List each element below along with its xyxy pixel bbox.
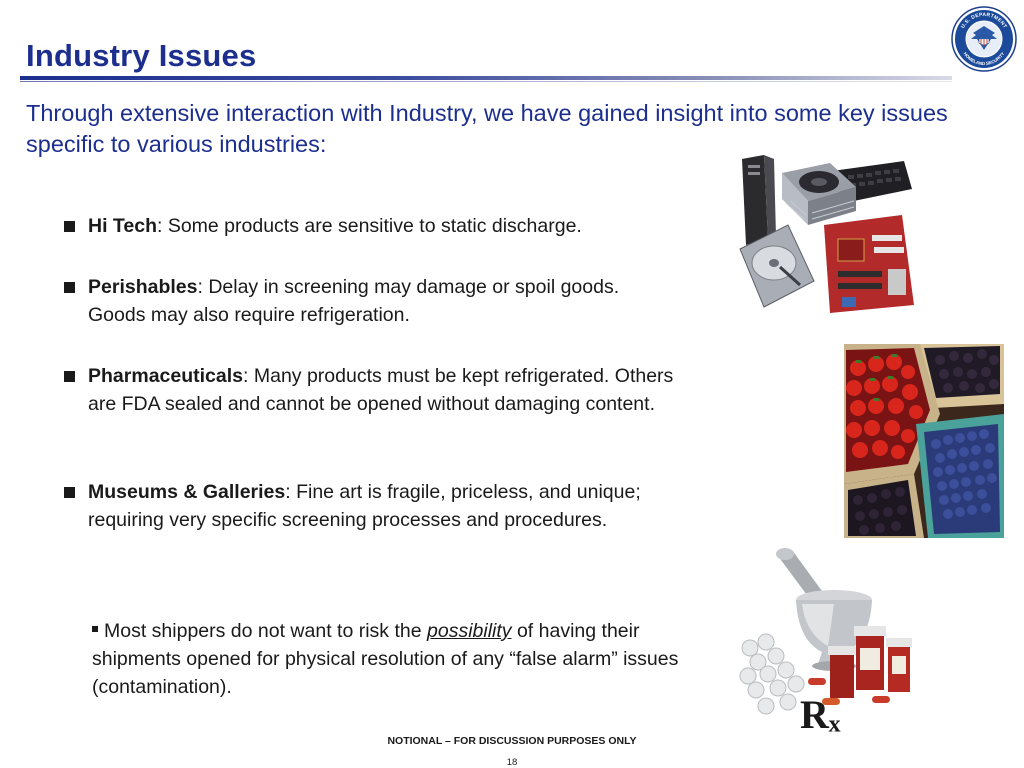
- sub-bullet-text-after: of having their shipments opened for physical resolution of any “false alarm” issues (contamination).: [92, 620, 679, 698]
- bullet-text: : Fine art is fragile, priceless, and unique; requiring very specific screening processes and procedures.: [88, 481, 641, 531]
- footer-notice: NOTIONAL – FOR DISCUSSION PURPOSES ONLY: [387, 735, 637, 747]
- page-number: 18: [506, 757, 518, 768]
- sub-bullet-shippers: [92, 617, 702, 701]
- intro-paragraph: Through extensive interaction with Industry, we have gained insight into some key issues specific to various industries:: [26, 100, 948, 157]
- title-underline: [20, 76, 952, 80]
- bullet-pharmaceuticals: [64, 362, 704, 418]
- dhs-seal-logo: [951, 6, 1017, 72]
- bullet-term: Pharmaceuticals: [88, 365, 244, 387]
- bullet-text: : Delay in screening may damage or spoil goods. Goods may also require refrigeration.: [88, 276, 620, 326]
- bullet-text: : Many products must be kept refrigerated. Others are FDA sealed and cannot be opened without damaging content.: [88, 365, 674, 415]
- mortar-pestle-rx-image: [738, 548, 924, 740]
- seal-top-text: U.S. DEPARTMENT: [960, 11, 1008, 30]
- seal-bottom-text: HOMELAND SECURITY: [962, 51, 1006, 67]
- title-underline-thin: [20, 81, 952, 82]
- computer-hardware-image: [738, 153, 914, 315]
- bullet-perishables: [64, 273, 664, 329]
- bullet-square-icon: [64, 487, 75, 498]
- sub-bullet-dot-icon: [92, 626, 98, 632]
- bullet-square-icon: [64, 371, 75, 382]
- bullet-text: : Some products are sensitive to static discharge.: [156, 215, 582, 237]
- bullet-hi-tech: [64, 212, 704, 240]
- berries-image: [844, 344, 1004, 538]
- bullet-square-icon: [64, 282, 75, 293]
- rx-symbol: Rₓ: [800, 692, 841, 737]
- bullet-museums-galleries: [64, 478, 674, 534]
- sub-bullet-emphasis: possibility: [427, 620, 512, 642]
- bullet-term: Hi Tech: [88, 215, 157, 237]
- bullet-square-icon: [64, 221, 75, 232]
- sub-bullet-text-before: Most shippers do not want to risk the: [104, 620, 427, 642]
- bullet-term: Museums & Galleries: [88, 481, 286, 503]
- bullet-term: Perishables: [88, 276, 198, 298]
- slide-title: Industry Issues: [26, 38, 257, 73]
